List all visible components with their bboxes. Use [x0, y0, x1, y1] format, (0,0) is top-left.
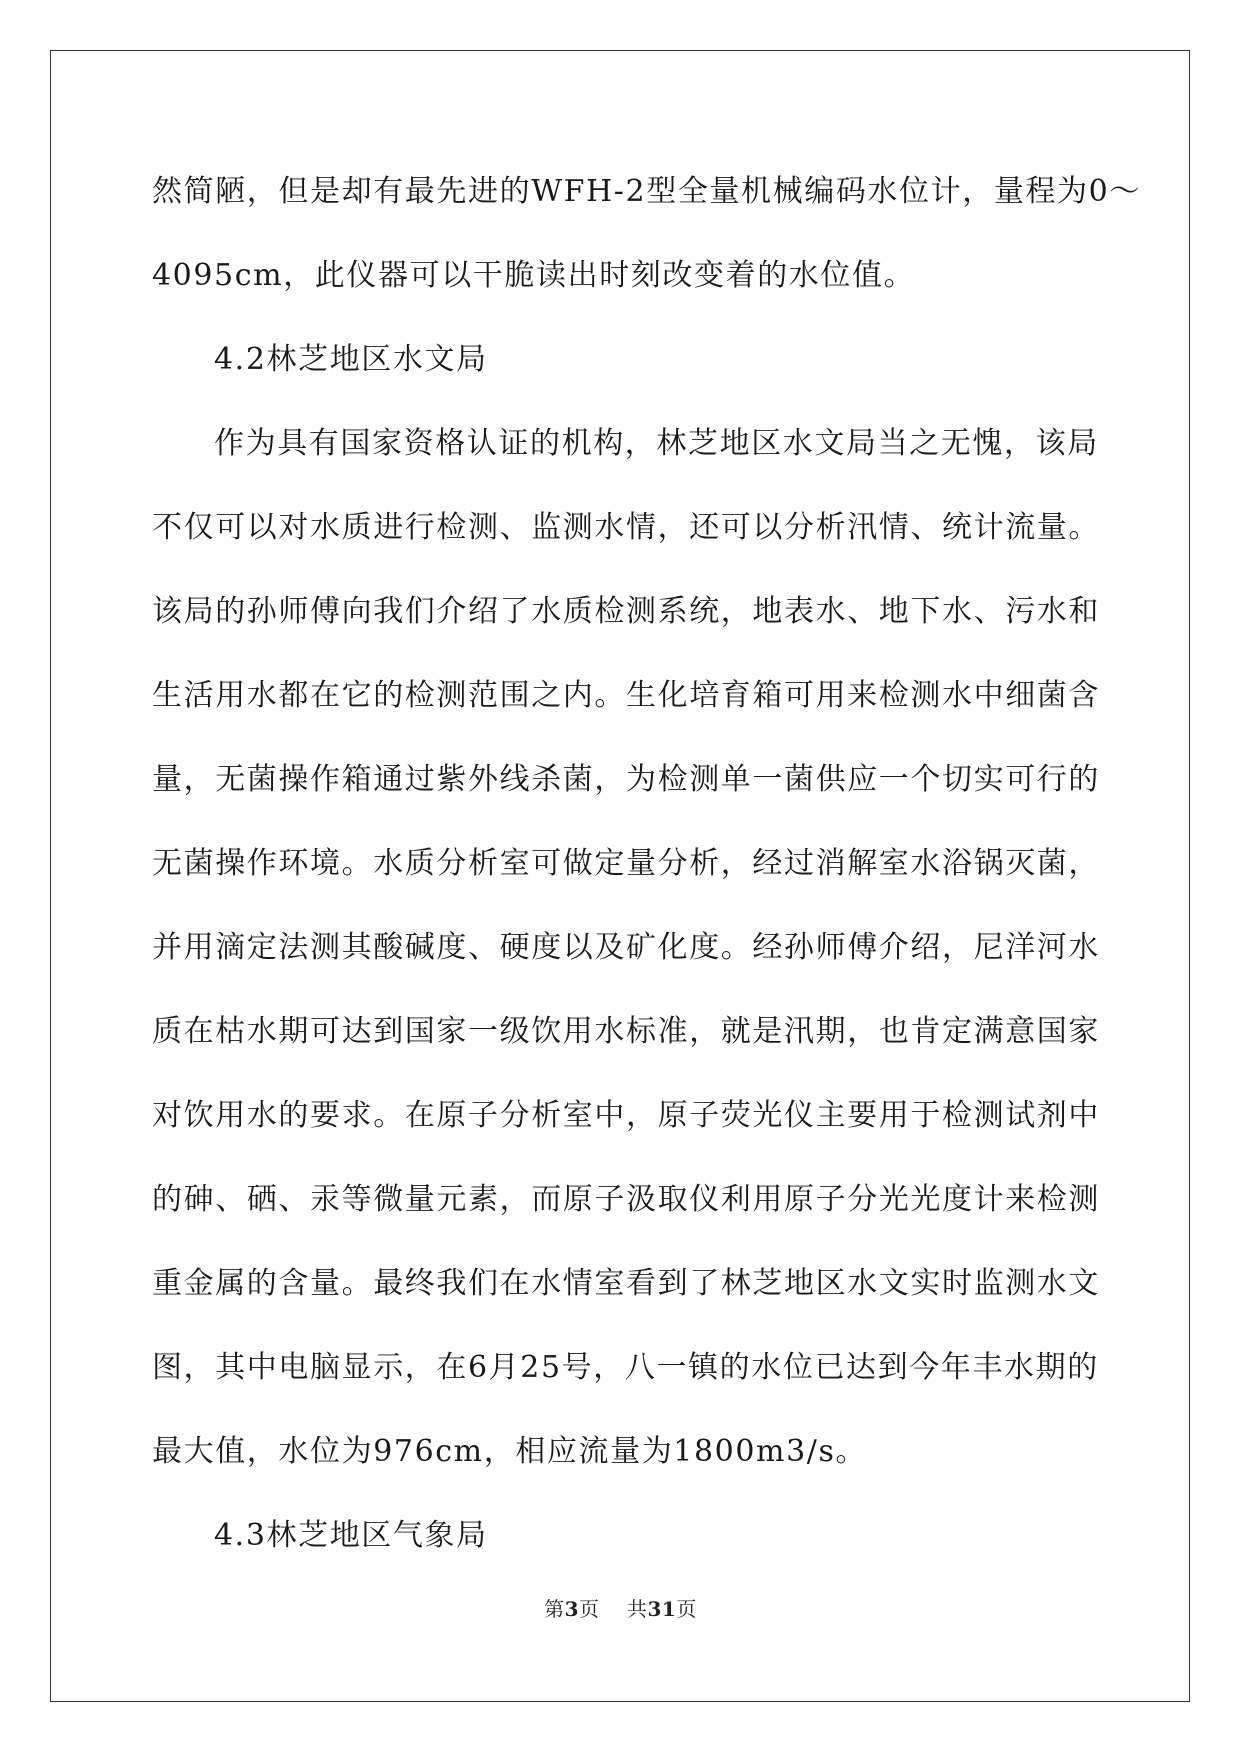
text-line: 并用滴定法测其酸碱度、硬度以及矿化度。经孙师傅介绍，尼洋河水: [152, 930, 1100, 965]
footer-page-number: 3: [564, 1597, 580, 1621]
text-line: 作为具有国家资格认证的机构，林芝地区水文局当之无愧，该局: [214, 426, 1099, 461]
text-line: 该局的孙师傅向我们介绍了水质检测系统，地表水、地下水、污水和: [152, 594, 1100, 629]
text-line: 图，其中电脑显示，在6月25号，八一镇的水位已达到今年丰水期的: [152, 1350, 1099, 1385]
footer-total-prefix: 共: [627, 1597, 648, 1621]
text-line: 生活用水都在它的检测范围之内。生化培育箱可用来检测水中细菌含: [152, 678, 1100, 713]
footer-page-prefix: 第: [544, 1597, 565, 1621]
text-line: 的砷、硒、汞等微量元素，而原子汲取仪利用原子分光光度计来检测: [152, 1182, 1100, 1217]
text-line: 最大值，水位为976cm，相应流量为1800m3/s。: [152, 1434, 868, 1469]
text-line: 无菌操作环境。水质分析室可做定量分析，经过消解室水浴锅灭菌，: [152, 846, 1100, 881]
text-line: 4095cm，此仪器可以干脆读出时刻改变着的水位值。: [152, 258, 916, 293]
section-heading: 4.2林芝地区水文局: [214, 342, 488, 377]
text-line: 质在枯水期可达到国家一级饮用水标准，就是汛期，也肯定满意国家: [152, 1014, 1100, 1049]
text-line: 对饮用水的要求。在原子分析室中，原子荧光仪主要用于检测试剂中: [152, 1098, 1100, 1133]
footer-total-suffix: 页: [676, 1597, 697, 1621]
section-heading: 4.3林芝地区气象局: [214, 1518, 488, 1553]
text-line: 重金属的含量。最终我们在水情室看到了林芝地区水文实时监测水文: [152, 1266, 1100, 1301]
text-line: 然简陋，但是却有最先进的WFH-2型全量机械编码水位计，量程为0～: [152, 174, 1141, 209]
page-footer: [0, 1593, 1241, 1622]
document-body: [152, 162, 1141, 1590]
footer-total-pages: 31: [647, 1597, 677, 1621]
text-line: 量，无菌操作箱通过紫外线杀菌，为检测单一菌供应一个切实可行的: [152, 762, 1100, 797]
footer-page-suffix: 页: [579, 1597, 600, 1621]
text-line: 不仅可以对水质进行检测、监测水情，还可以分析汛情、统计流量。: [152, 510, 1100, 545]
